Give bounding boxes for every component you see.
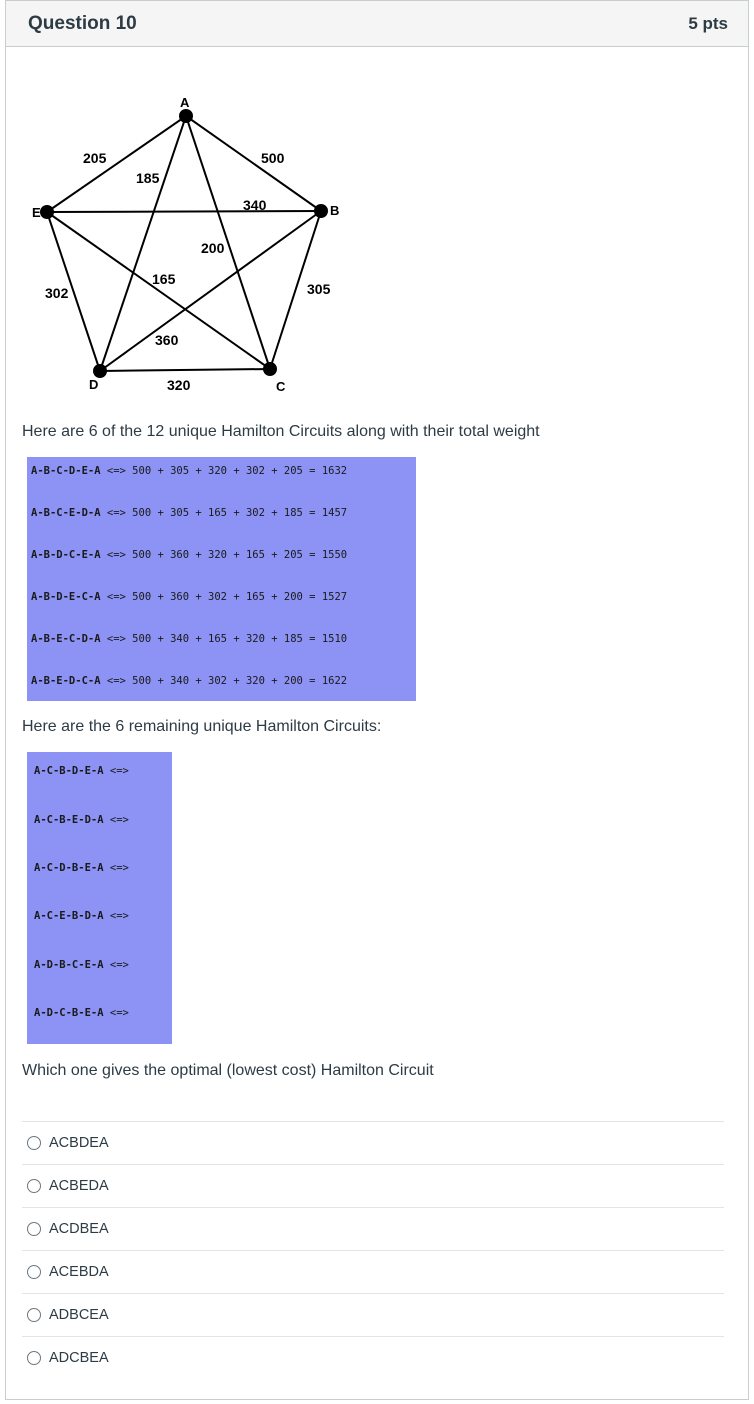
circuit-sum: 500 + 340 + 165 + 320 + 185 = 1510 <box>132 633 348 645</box>
equivalence-symbol: <=> <box>109 959 129 971</box>
answer-label: ACBEDA <box>49 1178 109 1194</box>
circuit-label: A-C-B-D-E-A <box>34 765 104 777</box>
edge-d-c <box>100 369 270 371</box>
circuit-label: A-D-C-B-E-A <box>34 1007 104 1019</box>
weight-label-eb: 340 <box>243 197 267 213</box>
circuit-sum: 500 + 305 + 165 + 302 + 185 = 1457 <box>132 507 348 519</box>
remaining-circuit-line <box>34 765 129 777</box>
edge-e-b <box>47 211 321 212</box>
equivalence-symbol: <=> <box>106 465 126 477</box>
answer-label: ACDBEA <box>49 1221 109 1237</box>
remaining-circuit-line <box>34 910 129 922</box>
radio-button[interactable] <box>27 1351 41 1365</box>
weighted-circuit-line <box>31 675 347 687</box>
equivalence-symbol: <=> <box>109 910 129 922</box>
weight-label-ad: 185 <box>136 170 160 186</box>
answer-label: ACEBDA <box>49 1264 109 1280</box>
weight-label-db: 360 <box>155 332 179 348</box>
circuit-sum: 500 + 360 + 320 + 165 + 205 = 1550 <box>132 549 348 561</box>
vertex-c <box>263 362 277 376</box>
answer-option-acdbea[interactable] <box>22 1207 724 1250</box>
answer-option-adbcea[interactable] <box>22 1293 724 1336</box>
equivalence-symbol: <=> <box>106 507 126 519</box>
vertex-b <box>314 204 328 218</box>
weight-label-ab: 500 <box>261 150 285 166</box>
vertex-e <box>40 205 54 219</box>
remaining-circuit-line <box>34 959 129 971</box>
remaining-text: Here are the 6 remaining unique Hamilton Circuits: <box>22 718 382 735</box>
weighted-circuit-line <box>31 633 347 645</box>
weight-label-dc: 320 <box>167 377 191 393</box>
circuit-label: A-B-D-E-C-A <box>31 591 101 603</box>
circuit-label: A-C-E-B-D-A <box>34 910 104 922</box>
vertex-label-b: B <box>330 203 340 218</box>
remaining-circuit-line <box>34 1007 129 1019</box>
circuit-label: A-B-E-C-D-A <box>31 633 101 645</box>
edge-d-b <box>100 211 321 371</box>
vertex-label-d: D <box>89 377 99 392</box>
equivalence-symbol: <=> <box>106 675 126 687</box>
circuit-label: A-B-E-D-C-A <box>31 675 101 687</box>
circuit-label: A-B-C-E-D-A <box>31 507 101 519</box>
equivalence-symbol: <=> <box>109 862 129 874</box>
circuit-label: A-C-D-B-E-A <box>34 862 104 874</box>
radio-button[interactable] <box>27 1136 41 1150</box>
answer-label: ADBCEA <box>49 1307 109 1323</box>
intro-text: Here are 6 of the 12 unique Hamilton Circuits along with their total weight <box>22 423 540 440</box>
radio-button[interactable] <box>27 1265 41 1279</box>
radio-button[interactable] <box>27 1222 41 1236</box>
weighted-circuit-line <box>31 507 347 519</box>
remaining-circuits-box <box>27 752 172 1044</box>
circuit-label: A-B-C-D-E-A <box>31 465 101 477</box>
circuit-sum: 500 + 340 + 302 + 320 + 200 = 1622 <box>132 675 348 687</box>
weight-label-ae: 205 <box>83 150 107 166</box>
weighted-circuit-line <box>31 465 347 477</box>
answer-option-adcbea[interactable] <box>22 1336 724 1379</box>
question-header <box>6 1 748 47</box>
circuit-label: A-B-D-C-E-A <box>31 549 101 561</box>
circuit-label: A-D-B-C-E-A <box>34 959 104 971</box>
radio-button[interactable] <box>27 1179 41 1193</box>
weighted-circuit-line <box>31 591 347 603</box>
weighted-circuit-line <box>31 549 347 561</box>
answer-option-acebda[interactable] <box>22 1250 724 1293</box>
equivalence-symbol: <=> <box>106 549 126 561</box>
equivalence-symbol: <=> <box>109 1007 129 1019</box>
weight-label-ec: 165 <box>152 271 176 287</box>
circuit-sum: 500 + 360 + 302 + 165 + 200 = 1527 <box>132 591 348 603</box>
equivalence-symbol: <=> <box>106 633 126 645</box>
equivalence-symbol: <=> <box>109 814 129 826</box>
vertex-label-e: E <box>32 205 41 220</box>
remaining-circuit-line <box>34 862 129 874</box>
weight-label-bc: 305 <box>307 281 331 297</box>
circuit-label: A-C-B-E-D-A <box>34 814 104 826</box>
answer-label: ACBDEA <box>49 1135 109 1151</box>
equivalence-symbol: <=> <box>106 591 126 603</box>
remaining-circuit-line <box>34 814 129 826</box>
question-points: 5 pts <box>688 13 728 33</box>
answer-list <box>22 1121 724 1379</box>
weight-label-ed: 302 <box>45 285 69 301</box>
answer-option-acbdea[interactable] <box>22 1121 724 1164</box>
prompt-text: Which one gives the optimal (lowest cost) Hamilton Circuit <box>22 1062 434 1079</box>
weighted-circuits-box <box>27 457 416 701</box>
answer-option-acbeda[interactable] <box>22 1164 724 1207</box>
circuit-sum: 500 + 305 + 320 + 302 + 205 = 1632 <box>132 465 348 477</box>
vertex-a <box>179 109 193 123</box>
vertex-label-c: C <box>276 379 286 394</box>
weight-label-ac: 200 <box>201 240 225 256</box>
question-title: Question 10 <box>28 12 137 34</box>
hamilton-graph <box>25 88 365 403</box>
edge-a-c <box>186 116 270 369</box>
vertex-d <box>93 364 107 378</box>
equivalence-symbol: <=> <box>109 765 129 777</box>
radio-button[interactable] <box>27 1308 41 1322</box>
vertex-label-a: A <box>180 95 190 110</box>
edge-a-e <box>47 116 186 212</box>
answer-label: ADCBEA <box>49 1350 109 1366</box>
